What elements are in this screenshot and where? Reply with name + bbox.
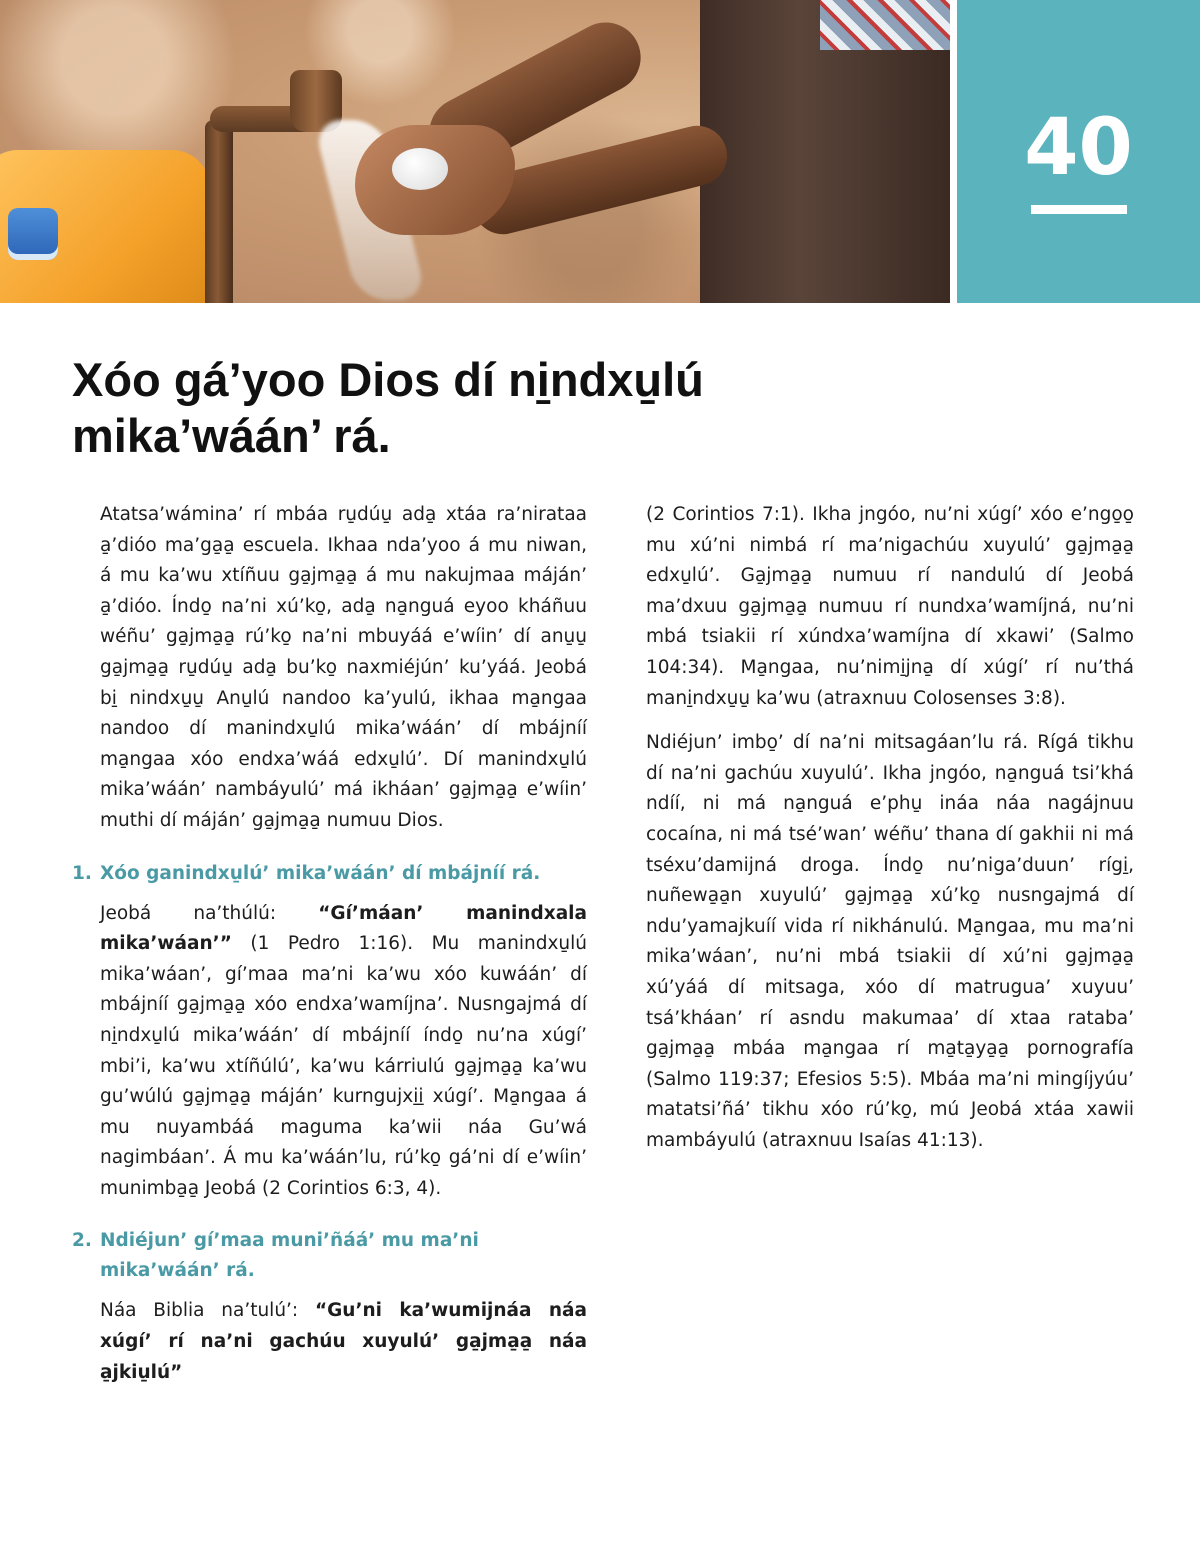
- question-2-body-continued: (2 Corintios 7:1). Ikha jngóo, nu’ni xúgí’ xóo e’ngo̱o̱ mu xú’ni nimbá rí ma’nigachúu xuyulú’ ga̱jma̱a̱ edxu̱lú’. Ga̱jma̱a̱ numuu rí nandulú dí Jeobá ma’dxuu ga̱jma̱a̱ numuu rí nundxa’wamíjná, nu’ni mbá tsiakii rí xúndxa’wamíjna dí xkawi’ (Salmo 104:34). Ma̱ngaa, nu’nimi̱jna̱ dí xúgí’ rí nu’thá mani̱ndxu̱u̱ ka’wu (atraxnuu Colosenses 3:8).: [646, 504, 1134, 709]
- question-1-text: Xóo ganindxu̱lú’ mika’wáán’ dí mbájníí rá.: [100, 862, 541, 884]
- left-column: [72, 500, 587, 1402]
- question-2-line1: Ndiéjun’ gí’maa muni’ñáá’ mu ma’ni: [100, 1230, 479, 1252]
- question-2-body: [72, 1296, 587, 1388]
- q1-rest: (1 Pedro 1:16). Mu manindxu̱lú mika’wáan’, gí’maa ma’ni ka’wu xóo kuwáán’ dí mbájníí ga̱jma̱a̱ xóo endxa’wamíjna’. Nusngajmá dí ni̱ndxu̱lú mika’wáán’ dí mbájníí índo̱ nu’na xúgí’ mbi’i, ka’wu xtíñúlú’, ka’wu kárriulú ga̱jma̱a̱ ka’wu gu’wúlú ga̱jma̱a̱ máján’ kurngujxi̱i̱ xúgí’. Ma̱ngaa á mu nuyambáá maguma ka’wii náa Gu’wá nagimbáan’. Á mu ka’wáán’lu, rú’ko̱ gá’ni dí e’wíin’ munimba̱a̱ Jeobá (2 Corintios 6:3, 4).: [100, 933, 587, 1199]
- final-paragraph: Ndiéjun’ imbo̱’ dí na’ni mitsagáan’lu rá. Rígá tikhu dí na’ni gachúu xuyulú’. Ikha jngóo, na̱nguá tsi’khá ndíí, ni má na̱nguá e’phu̱ ináa náa nagájnuu cocaína, ni má tsé’wan’ wéñu’ thana dí gakhii ni má tséxu’damijná droga. Índo̱ nu’niga’duun’ rígi̱, nuñewa̱a̱n xuyulú’ ga̱jma̱a̱ xú’ko̱ nusngajmá dí ndu’yamajkuíí vida rí nikhánulú. Ma̱ngaa, mu ma’ni mika’wáan’, nu’ni mbá tsiakii dí xú’ni ga̱jma̱a̱ xú’yáá dí mitsaga, xóo dí matrugua’ xuyuu’ tsá’kháan’ rí asndu makumaa’ dí xtaa rataba’ ga̱jma̱a̱ mbáa ma̱ngaa rí ma̱ta̱ya̱a̱ pornografía (Salmo 119:37; Efesios 5:5). Mbáa ma’ni mingíjyúu’ matatsi’ñá’ tikhu xóo rú’ko̱, mú Jeobá xtáa xawii mambáyulú (atraxnuu Isaías 41:13).: [646, 732, 1134, 1151]
- hero-photo-handwashing: [0, 0, 950, 303]
- page-title-line1: Xóo gá’yoo Dios dí ni̱ndxu̱lú: [72, 353, 704, 406]
- soap-bar: [392, 148, 448, 190]
- q2-lead: Náa Biblia na’tulú’:: [100, 1300, 315, 1322]
- question-1-number: 1.: [72, 862, 92, 884]
- right-column: [646, 500, 1134, 1170]
- question-2-number: 2.: [72, 1230, 92, 1252]
- q2-scripture-quote: “Gu’ni ka’wumijnáa náa xúgí’ rí na’ni gachúu xuyulú’ ga̱jma̱a̱ náa a̱jkiu̱lú”: [100, 1300, 587, 1383]
- lesson-number-box: [957, 0, 1200, 303]
- question-1-body: [72, 899, 587, 1205]
- water-pipe: [205, 120, 233, 303]
- q1-lead: Jeobá na’thúlú:: [100, 902, 319, 924]
- question-2-line2: mika’wáán’ rá.: [100, 1260, 255, 1282]
- lesson-number: 40: [1024, 103, 1133, 193]
- question-2-heading: [72, 1226, 587, 1286]
- page-title-line2: mika’wáán’ rá.: [72, 409, 391, 462]
- q1-scripture-quote: “Gí’máan’ manindxala mika’wáan’”: [100, 902, 587, 955]
- question-2-text: [100, 1226, 479, 1286]
- lesson-number-underline: [1031, 205, 1127, 214]
- plaid-shirt: [820, 0, 950, 50]
- page-title: [72, 352, 932, 464]
- intro-paragraph: Atatsa’wámina’ rí mbáa ru̱dúu̱ ada̱ xtáa ra’nirataa a̱’dióo ma’ga̱a̱ escuela. Ikhaa nda’yoo á mu niwan, á mu ka’wu xtíñuu ga̱jma̱a̱ á mu nakujmaa máján’ a̱’dióo. Índo̱ na’ni xú’ko̱, ada̱ na̱nguá eyoo kháñuu wéñu’ ga̱jma̱a̱ rú’ko̱ na’ni mbuyáá e’wíin’ dí anu̱u̱ ga̱jma̱a̱ ru̱dúu̱ ada̱ bu’ko̱ naxmiéjún’ ku’yáá. Jeobá bi̱ nindxu̱u̱ Anu̱lú nandoo ka’yulú, ikhaa ma̱ngaa nandoo dí manindxu̱lú mika’wáán’ dí mbájníí ma̱ngaa xóo endxa’wáá edxu̱lú’. Dí manindxu̱lú mika’wáán’ nambáyulú’ má ikháan’ ga̱jma̱a̱ e’wíin’ muthi dí máján’ ga̱jma̱a̱ numuu Dios.: [100, 504, 587, 831]
- jerrycan-cap: [8, 208, 58, 260]
- question-1-heading: [72, 859, 587, 889]
